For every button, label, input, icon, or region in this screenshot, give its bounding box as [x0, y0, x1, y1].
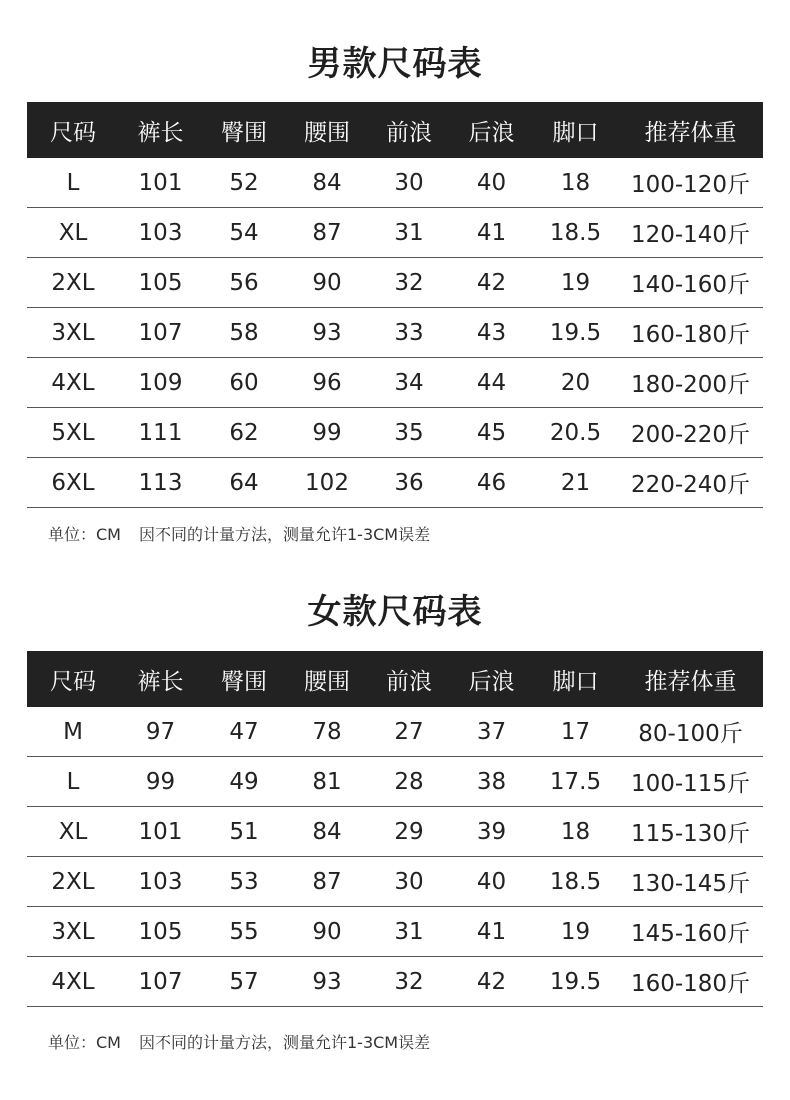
cell-front-rise: 27 — [368, 707, 450, 757]
header-pants-length: 裤长 — [137, 119, 184, 146]
table-row — [27, 358, 763, 408]
header-waist: 腰围 — [304, 119, 350, 146]
cell-leg-opening: 18.5 — [533, 857, 618, 907]
cell-recommended-weight: 200-220斤 — [618, 408, 763, 458]
cell-pants-length: 107 — [119, 308, 202, 358]
cell-waist: 84 — [286, 158, 368, 208]
cell-recommended-weight: 220-240斤 — [618, 458, 763, 508]
cell-back-rise: 37 — [450, 707, 533, 757]
cell-waist: 81 — [286, 757, 368, 807]
cell-pants-length: 105 — [119, 258, 202, 308]
cell-hip: 53 — [202, 857, 286, 907]
cell-waist: 102 — [286, 458, 368, 508]
cell-hip: 52 — [202, 158, 286, 208]
cell-back-rise: 40 — [450, 158, 533, 208]
cell-leg-opening: 20 — [533, 358, 618, 408]
cell-leg-opening: 18 — [533, 807, 618, 857]
cell-back-rise: 42 — [450, 957, 533, 1007]
table-row — [27, 707, 763, 757]
cell-pants-length: 111 — [119, 408, 202, 458]
cell-hip: 55 — [202, 907, 286, 957]
men-size-chart-title: 男款尺码表 — [307, 44, 483, 84]
men-table-header-row — [27, 102, 763, 158]
men-size-table — [27, 102, 763, 508]
cell-pants-length: 105 — [119, 907, 202, 957]
women-table-header-row — [27, 651, 763, 707]
cell-leg-opening: 18 — [533, 158, 618, 208]
cell-recommended-weight: 160-180斤 — [618, 957, 763, 1007]
cell-pants-length: 99 — [119, 757, 202, 807]
cell-recommended-weight: 100-115斤 — [618, 757, 763, 807]
header-waist: 腰围 — [304, 668, 350, 695]
cell-recommended-weight: 180-200斤 — [618, 358, 763, 408]
cell-front-rise: 30 — [368, 158, 450, 208]
cell-hip: 49 — [202, 757, 286, 807]
header-front-rise: 前浪 — [386, 119, 432, 146]
cell-waist: 87 — [286, 857, 368, 907]
cell-hip: 64 — [202, 458, 286, 508]
header-recommended-weight: 推荐体重 — [644, 668, 737, 695]
cell-leg-opening: 19 — [533, 907, 618, 957]
cell-hip: 60 — [202, 358, 286, 408]
header-leg-opening: 脚口 — [552, 119, 599, 146]
cell-size: 4XL — [27, 957, 119, 1007]
header-size: 尺码 — [50, 119, 96, 146]
table-row — [27, 458, 763, 508]
cell-front-rise: 32 — [368, 957, 450, 1007]
cell-pants-length: 101 — [119, 158, 202, 208]
cell-waist: 90 — [286, 258, 368, 308]
cell-hip: 58 — [202, 308, 286, 358]
cell-size: XL — [27, 208, 119, 258]
cell-waist: 87 — [286, 208, 368, 258]
table-row — [27, 258, 763, 308]
cell-recommended-weight: 140-160斤 — [618, 258, 763, 308]
cell-pants-length: 103 — [119, 857, 202, 907]
cell-front-rise: 35 — [368, 408, 450, 458]
cell-size: 2XL — [27, 258, 119, 308]
women-note-text: 因不同的计量方法，测量允许1-3CM误差 — [138, 1033, 431, 1052]
table-row — [27, 308, 763, 358]
cell-recommended-weight: 100-120斤 — [618, 158, 763, 208]
cell-waist: 93 — [286, 957, 368, 1007]
cell-leg-opening: 21 — [533, 458, 618, 508]
cell-front-rise: 31 — [368, 907, 450, 957]
cell-size: 6XL — [27, 458, 119, 508]
men-measurement-note — [48, 524, 430, 546]
cell-front-rise: 28 — [368, 757, 450, 807]
cell-size: L — [27, 158, 119, 208]
cell-recommended-weight: 160-180斤 — [618, 308, 763, 358]
women-size-chart-title: 女款尺码表 — [307, 592, 483, 632]
table-row — [27, 158, 763, 208]
cell-size: 3XL — [27, 308, 119, 358]
cell-back-rise: 41 — [450, 907, 533, 957]
cell-recommended-weight: 80-100斤 — [618, 707, 763, 757]
cell-size: 3XL — [27, 907, 119, 957]
men-note-text: 因不同的计量方法，测量允许1-3CM误差 — [138, 525, 431, 544]
cell-front-rise: 34 — [368, 358, 450, 408]
cell-pants-length: 109 — [119, 358, 202, 408]
cell-leg-opening: 18.5 — [533, 208, 618, 258]
table-row — [27, 807, 763, 857]
header-back-rise: 后浪 — [468, 668, 515, 695]
cell-leg-opening: 19.5 — [533, 308, 618, 358]
cell-size: 5XL — [27, 408, 119, 458]
cell-leg-opening: 20.5 — [533, 408, 618, 458]
cell-recommended-weight: 115-130斤 — [618, 807, 763, 857]
cell-size: L — [27, 757, 119, 807]
header-front-rise: 前浪 — [386, 668, 432, 695]
cell-front-rise: 31 — [368, 208, 450, 258]
cell-hip: 47 — [202, 707, 286, 757]
cell-pants-length: 97 — [119, 707, 202, 757]
header-pants-length: 裤长 — [137, 668, 184, 695]
cell-hip: 57 — [202, 957, 286, 1007]
cell-hip: 62 — [202, 408, 286, 458]
cell-back-rise: 46 — [450, 458, 533, 508]
cell-back-rise: 38 — [450, 757, 533, 807]
cell-pants-length: 103 — [119, 208, 202, 258]
cell-leg-opening: 17 — [533, 707, 618, 757]
table-row — [27, 408, 763, 458]
header-back-rise: 后浪 — [468, 119, 515, 146]
cell-back-rise: 45 — [450, 408, 533, 458]
cell-front-rise: 33 — [368, 308, 450, 358]
women-note-unit: 单位：CM — [48, 1033, 121, 1052]
cell-size: M — [27, 707, 119, 757]
cell-front-rise: 36 — [368, 458, 450, 508]
cell-back-rise: 39 — [450, 807, 533, 857]
cell-leg-opening: 19.5 — [533, 957, 618, 1007]
cell-front-rise: 30 — [368, 857, 450, 907]
cell-pants-length: 113 — [119, 458, 202, 508]
table-row — [27, 957, 763, 1007]
header-hip: 臀围 — [221, 668, 267, 695]
men-note-unit: 单位：CM — [48, 525, 121, 544]
cell-back-rise: 40 — [450, 857, 533, 907]
women-size-table — [27, 651, 763, 1007]
cell-waist: 93 — [286, 308, 368, 358]
cell-back-rise: 44 — [450, 358, 533, 408]
cell-recommended-weight: 145-160斤 — [618, 907, 763, 957]
cell-hip: 56 — [202, 258, 286, 308]
cell-back-rise: 42 — [450, 258, 533, 308]
cell-size: 4XL — [27, 358, 119, 408]
table-row — [27, 208, 763, 258]
cell-recommended-weight: 120-140斤 — [618, 208, 763, 258]
cell-hip: 54 — [202, 208, 286, 258]
cell-pants-length: 101 — [119, 807, 202, 857]
cell-waist: 84 — [286, 807, 368, 857]
cell-waist: 99 — [286, 408, 368, 458]
cell-back-rise: 43 — [450, 308, 533, 358]
men-table-body — [27, 158, 763, 508]
cell-waist: 96 — [286, 358, 368, 408]
header-hip: 臀围 — [221, 119, 267, 146]
table-row — [27, 757, 763, 807]
cell-waist: 78 — [286, 707, 368, 757]
women-table-body — [27, 707, 763, 1007]
cell-back-rise: 41 — [450, 208, 533, 258]
cell-size: XL — [27, 807, 119, 857]
cell-front-rise: 29 — [368, 807, 450, 857]
header-leg-opening: 脚口 — [552, 668, 599, 695]
header-size: 尺码 — [50, 668, 96, 695]
header-recommended-weight: 推荐体重 — [644, 119, 737, 146]
women-measurement-note — [48, 1032, 430, 1054]
cell-waist: 90 — [286, 907, 368, 957]
cell-leg-opening: 17.5 — [533, 757, 618, 807]
cell-front-rise: 32 — [368, 258, 450, 308]
table-row — [27, 907, 763, 957]
cell-pants-length: 107 — [119, 957, 202, 1007]
table-row — [27, 857, 763, 907]
cell-size: 2XL — [27, 857, 119, 907]
cell-leg-opening: 19 — [533, 258, 618, 308]
cell-hip: 51 — [202, 807, 286, 857]
cell-recommended-weight: 130-145斤 — [618, 857, 763, 907]
